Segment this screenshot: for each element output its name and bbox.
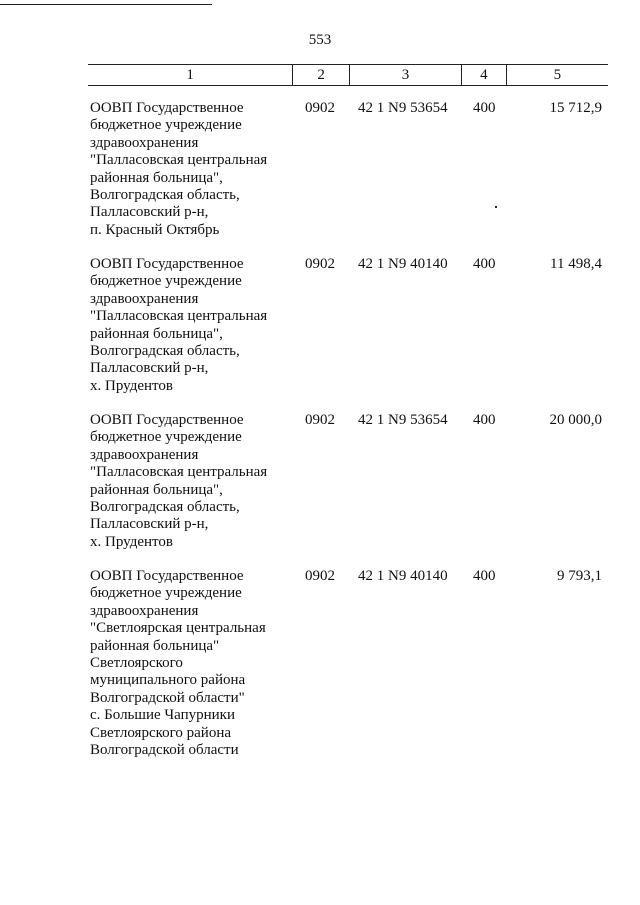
target-article-code: 42 1 N9 53654: [358, 100, 448, 116]
institution-name: [90, 412, 300, 551]
expense-type-code: 400: [473, 256, 496, 272]
target-article-code: 42 1 N9 40140: [358, 568, 448, 584]
target-article-code: 42 1 N9 53654: [358, 412, 448, 428]
name-line: районная больница",: [90, 481, 223, 498]
section-code: 0902: [305, 100, 335, 116]
name-line: Светлоярского района: [90, 724, 232, 741]
name-line: Волгоградской области: [90, 742, 239, 759]
name-line: с. Большие Чапурники: [90, 707, 235, 724]
name-line: Светлоярского: [90, 655, 183, 672]
name-line: муниципального района: [90, 672, 246, 689]
name-line: здравоохранения: [90, 290, 199, 307]
name-line: Волгоградская область,: [90, 343, 240, 360]
institution-name: [90, 100, 300, 239]
name-line: бюджетное учреждение: [90, 117, 242, 134]
header-col-3: 3: [349, 65, 461, 86]
institution-name: [90, 568, 300, 759]
name-line: Палласовский р-н,: [90, 516, 209, 533]
header-col-2: 2: [293, 65, 350, 86]
name-line: "Светлоярская центральная: [90, 620, 266, 637]
expense-type-code: 400: [473, 412, 496, 428]
name-line: здравоохранения: [90, 446, 199, 463]
header-col-4: 4: [462, 65, 507, 86]
name-line: здравоохранения: [90, 134, 199, 151]
name-line: х. Прудентов: [90, 377, 173, 394]
stray-dot-mark: [495, 206, 497, 208]
target-article-code: 42 1 N9 40140: [358, 256, 448, 272]
name-line: бюджетное учреждение: [90, 585, 242, 602]
header-col-1: 1: [88, 65, 293, 86]
institution-name: [90, 256, 300, 395]
name-line: районная больница",: [90, 169, 223, 186]
section-code: 0902: [305, 412, 335, 428]
name-line: районная больница",: [90, 325, 223, 342]
name-line: Волгоградской области": [90, 689, 245, 706]
name-line: ООВП Государственное: [90, 412, 244, 428]
name-line: Волгоградская область,: [90, 499, 240, 516]
name-line: ООВП Государственное: [90, 256, 244, 272]
amount: 9 793,1: [557, 568, 602, 584]
expense-type-code: 400: [473, 100, 496, 116]
name-line: бюджетное учреждение: [90, 273, 242, 290]
name-line: "Палласовская центральная: [90, 152, 268, 169]
name-line: "Палласовская центральная: [90, 308, 268, 325]
name-line: х. Прудентов: [90, 533, 173, 550]
name-line: ООВП Государственное: [90, 568, 244, 584]
page-number: 553: [308, 32, 332, 48]
name-line: Палласовский р-н,: [90, 204, 209, 221]
name-line: Палласовский р-н,: [90, 360, 209, 377]
section-code: 0902: [305, 256, 335, 272]
amount: 20 000,0: [549, 412, 602, 428]
name-line: районная больница": [90, 637, 220, 654]
name-line: здравоохранения: [90, 602, 199, 619]
name-line: "Палласовская центральная: [90, 464, 268, 481]
name-line: п. Красный Октябрь: [90, 221, 220, 238]
name-line: бюджетное учреждение: [90, 429, 242, 446]
name-line: ООВП Государственное: [90, 100, 244, 116]
section-code: 0902: [305, 568, 335, 584]
amount: 11 498,4: [550, 256, 602, 272]
header-col-5: 5: [506, 65, 608, 86]
expense-type-code: 400: [473, 568, 496, 584]
name-line: Волгоградская область,: [90, 187, 240, 204]
amount: 15 712,9: [549, 100, 602, 116]
